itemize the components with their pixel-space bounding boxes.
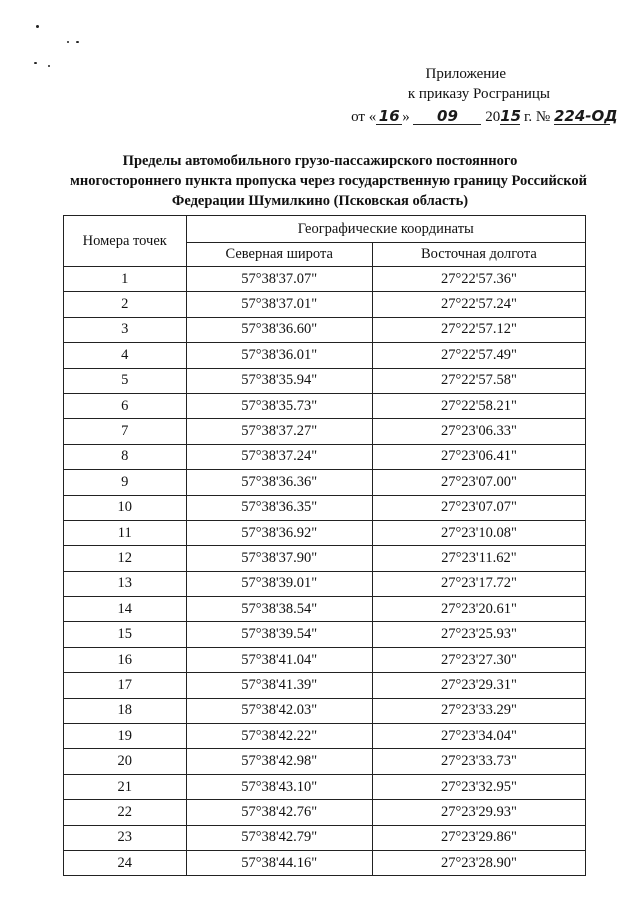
scan-speck [34, 62, 37, 64]
latitude-cell: 57°38'35.73" [186, 393, 372, 418]
point-number-cell: 20 [64, 749, 187, 774]
latitude-cell: 57°38'36.92" [186, 520, 372, 545]
handwritten-month: 09 [413, 108, 481, 125]
table-row [64, 724, 586, 749]
document-title: Пределы автомобильного грузо-пассажирского постоянного многостороннего пункта пропуска через государственную границу Российской Федерации Шумилкино (Псковская область) [70, 153, 588, 209]
longitude-cell: 27°23'34.04" [372, 724, 585, 749]
point-number-cell: 14 [64, 597, 187, 622]
col-header-points: Номера точек [64, 216, 187, 267]
longitude-cell: 27°23'07.07" [372, 495, 585, 520]
latitude-cell: 57°38'37.07" [186, 267, 372, 292]
point-number-cell: 22 [64, 800, 187, 825]
table-row [64, 571, 586, 596]
table-row [64, 597, 586, 622]
table-row [64, 470, 586, 495]
longitude-cell: 27°23'29.93" [372, 800, 585, 825]
latitude-cell: 57°38'37.90" [186, 546, 372, 571]
latitude-cell: 57°38'42.98" [186, 749, 372, 774]
point-number-cell: 19 [64, 724, 187, 749]
point-number-cell: 21 [64, 774, 187, 799]
table-row [64, 546, 586, 571]
table-row [64, 419, 586, 444]
table-row [64, 343, 586, 368]
col-header-geo: Географические координаты [186, 216, 585, 243]
point-number-cell: 3 [64, 317, 187, 342]
point-number-cell: 11 [64, 520, 187, 545]
point-number-cell: 7 [64, 419, 187, 444]
latitude-cell: 57°38'36.35" [186, 495, 372, 520]
point-number-cell: 4 [64, 343, 187, 368]
point-number-cell: 16 [64, 647, 187, 672]
appendix-header [340, 64, 618, 127]
order-reference: к приказу Росграницы [407, 86, 550, 102]
longitude-cell: 27°22'57.12" [372, 317, 585, 342]
latitude-cell: 57°38'38.54" [186, 597, 372, 622]
table-row [64, 774, 586, 799]
point-number-cell: 23 [64, 825, 187, 850]
latitude-cell: 57°38'43.10" [186, 774, 372, 799]
point-number-cell: 2 [64, 292, 187, 317]
table-row [64, 749, 586, 774]
table-row [64, 698, 586, 723]
longitude-cell: 27°23'20.61" [372, 597, 585, 622]
latitude-cell: 57°38'39.01" [186, 571, 372, 596]
handwritten-day: 16 [376, 108, 402, 125]
latitude-cell: 57°38'37.24" [186, 444, 372, 469]
handwritten-year: 15 [500, 107, 522, 125]
point-number-cell: 17 [64, 673, 187, 698]
point-number-cell: 8 [64, 444, 187, 469]
col-header-longitude: Восточная долгота [372, 243, 585, 267]
longitude-cell: 27°23'28.90" [372, 850, 585, 875]
table-row [64, 647, 586, 672]
table-row [64, 444, 586, 469]
longitude-cell: 27°23'29.86" [372, 825, 585, 850]
table-row [64, 393, 586, 418]
latitude-cell: 57°38'41.39" [186, 673, 372, 698]
point-number-cell: 10 [64, 495, 187, 520]
coordinates-table [63, 215, 586, 876]
table-row [64, 520, 586, 545]
latitude-cell: 57°38'42.79" [186, 825, 372, 850]
latitude-cell: 57°38'37.01" [186, 292, 372, 317]
point-number-cell: 1 [64, 267, 187, 292]
longitude-cell: 27°22'57.58" [372, 368, 585, 393]
table-row [64, 622, 586, 647]
latitude-cell: 57°38'42.76" [186, 800, 372, 825]
scan-speck [76, 41, 79, 43]
point-number-cell: 18 [64, 698, 187, 723]
point-number-cell: 9 [64, 470, 187, 495]
table-row [64, 267, 586, 292]
scan-speck [36, 25, 39, 28]
longitude-cell: 27°23'06.41" [372, 444, 585, 469]
longitude-cell: 27°22'58.21" [372, 393, 585, 418]
longitude-cell: 27°22'57.49" [372, 343, 585, 368]
longitude-cell: 27°23'29.31" [372, 673, 585, 698]
longitude-cell: 27°23'06.33" [372, 419, 585, 444]
latitude-cell: 57°38'41.04" [186, 647, 372, 672]
longitude-cell: 27°23'07.00" [372, 470, 585, 495]
scan-speck [67, 41, 69, 43]
longitude-cell: 27°22'57.36" [372, 267, 585, 292]
latitude-cell: 57°38'44.16" [186, 850, 372, 875]
table-row [64, 825, 586, 850]
appendix-label: Приложение [425, 66, 506, 82]
col-header-latitude: Северная широта [186, 243, 372, 267]
table-row [64, 292, 586, 317]
longitude-cell: 27°23'10.08" [372, 520, 585, 545]
longitude-cell: 27°22'57.24" [372, 292, 585, 317]
latitude-cell: 57°38'36.60" [186, 317, 372, 342]
handwritten-order-number: 224-ОД [554, 107, 618, 125]
longitude-cell: 27°23'27.30" [372, 647, 585, 672]
latitude-cell: 57°38'36.36" [186, 470, 372, 495]
latitude-cell: 57°38'36.01" [186, 343, 372, 368]
longitude-cell: 27°23'25.93" [372, 622, 585, 647]
point-number-cell: 24 [64, 850, 187, 875]
order-date-line: от « 16 » 09 2015 г. № 224-ОД [351, 107, 618, 125]
latitude-cell: 57°38'39.54" [186, 622, 372, 647]
latitude-cell: 57°38'35.94" [186, 368, 372, 393]
latitude-cell: 57°38'37.27" [186, 419, 372, 444]
point-number-cell: 15 [64, 622, 187, 647]
scan-speck [48, 65, 50, 67]
latitude-cell: 57°38'42.22" [186, 724, 372, 749]
point-number-cell: 5 [64, 368, 187, 393]
table-row [64, 850, 586, 875]
point-number-cell: 12 [64, 546, 187, 571]
longitude-cell: 27°23'33.29" [372, 698, 585, 723]
latitude-cell: 57°38'42.03" [186, 698, 372, 723]
table-row [64, 800, 586, 825]
longitude-cell: 27°23'11.62" [372, 546, 585, 571]
table-row [64, 317, 586, 342]
table-row [64, 673, 586, 698]
table-row [64, 368, 586, 393]
point-number-cell: 6 [64, 393, 187, 418]
table-row [64, 495, 586, 520]
point-number-cell: 13 [64, 571, 187, 596]
longitude-cell: 27°23'33.73" [372, 749, 585, 774]
longitude-cell: 27°23'17.72" [372, 571, 585, 596]
longitude-cell: 27°23'32.95" [372, 774, 585, 799]
